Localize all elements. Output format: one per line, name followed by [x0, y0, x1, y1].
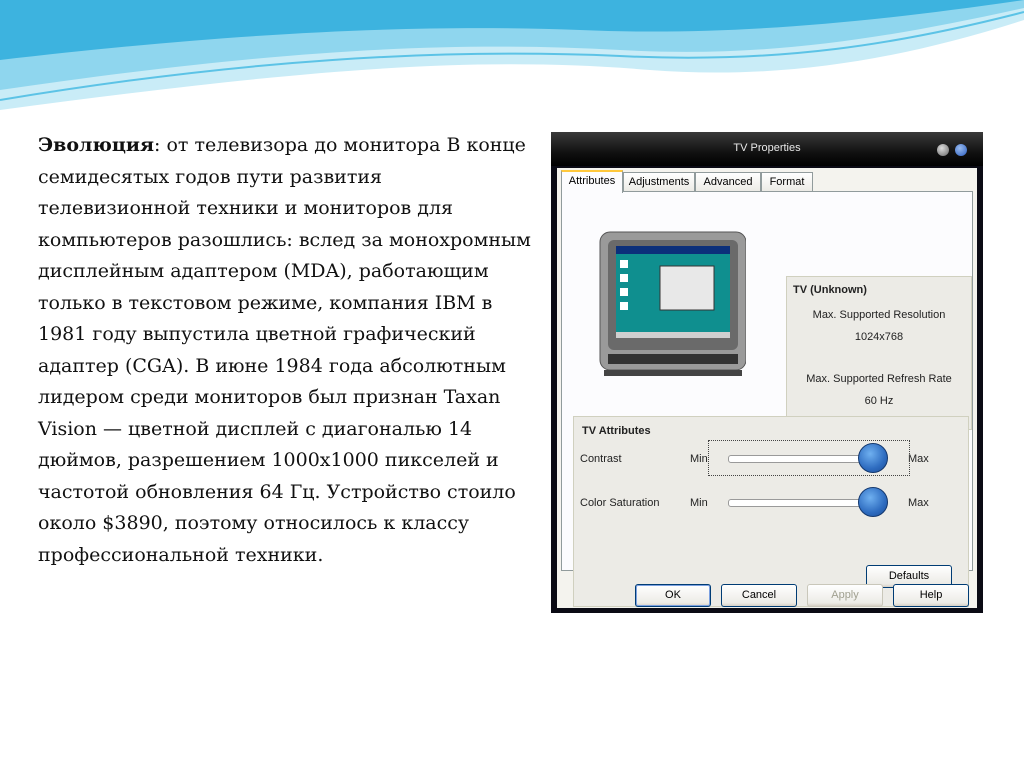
contrast-min-label: Min	[690, 453, 708, 465]
saturation-max-label: Max	[908, 497, 929, 509]
dialog-title: TV Properties	[733, 142, 801, 154]
minimize-icon[interactable]	[937, 144, 949, 156]
contrast-max-label: Max	[908, 453, 929, 465]
tv-properties-dialog	[551, 132, 983, 613]
slide-heading: Эволюция	[38, 134, 155, 156]
apply-button[interactable]: Apply	[807, 584, 883, 607]
max-refresh-label: Max. Supported Refresh Rate	[806, 373, 952, 385]
cancel-button[interactable]: Cancel	[721, 584, 797, 607]
slide-text	[38, 130, 538, 571]
saturation-slider-thumb[interactable]	[858, 487, 888, 517]
tab-format[interactable]: Format	[761, 172, 813, 191]
max-resolution-label: Max. Supported Resolution	[812, 309, 946, 321]
tab-adjustments[interactable]: Adjustments	[623, 172, 695, 191]
tv-attributes-heading: TV Attributes	[582, 425, 651, 437]
slide-body: : от телевизора до монитора В конце семидесятых годов пути развития телевизионной техники и мониторов для компьютеров разошлись: вслед за монохромным дисплейным адаптером (MDA), работающим только в текстовом режиме, компания IBM в 1981 году выпустила цветной графический адаптер (CGA). В июне 1984 года абсолютным лидером среди мониторов был признан Taxan Vision — цветной дисплей с диагональю 14 дюймов, разрешением 1000х1000 пикселей и частотой обновления 64 Гц. Устройство стоило около $3890, поэтому относилось к классу профессиональной техники.	[38, 134, 531, 566]
saturation-min-label: Min	[690, 497, 708, 509]
defaults-button[interactable]: Defaults	[866, 565, 952, 588]
saturation-slider-track[interactable]	[728, 499, 880, 507]
dialog-client	[557, 168, 977, 608]
close-icon[interactable]	[955, 144, 967, 156]
tv-attributes-group	[573, 416, 969, 607]
max-resolution-value: 1024x768	[854, 331, 904, 343]
color-saturation-label: Color Saturation	[580, 497, 660, 509]
title-bar	[551, 132, 983, 166]
ok-button[interactable]: OK	[635, 584, 711, 607]
tab-attributes[interactable]: Attributes	[561, 170, 623, 193]
tv-info-box	[786, 276, 972, 430]
contrast-slider-track[interactable]	[728, 455, 880, 463]
header-wave-decoration	[0, 0, 1024, 120]
tv-image	[596, 230, 746, 380]
help-button[interactable]: Help	[893, 584, 969, 607]
tv-info-heading: TV (Unknown)	[793, 284, 867, 296]
tab-advanced[interactable]: Advanced	[695, 172, 761, 191]
contrast-label: Contrast	[580, 453, 622, 465]
max-refresh-value: 60 Hz	[864, 395, 894, 407]
